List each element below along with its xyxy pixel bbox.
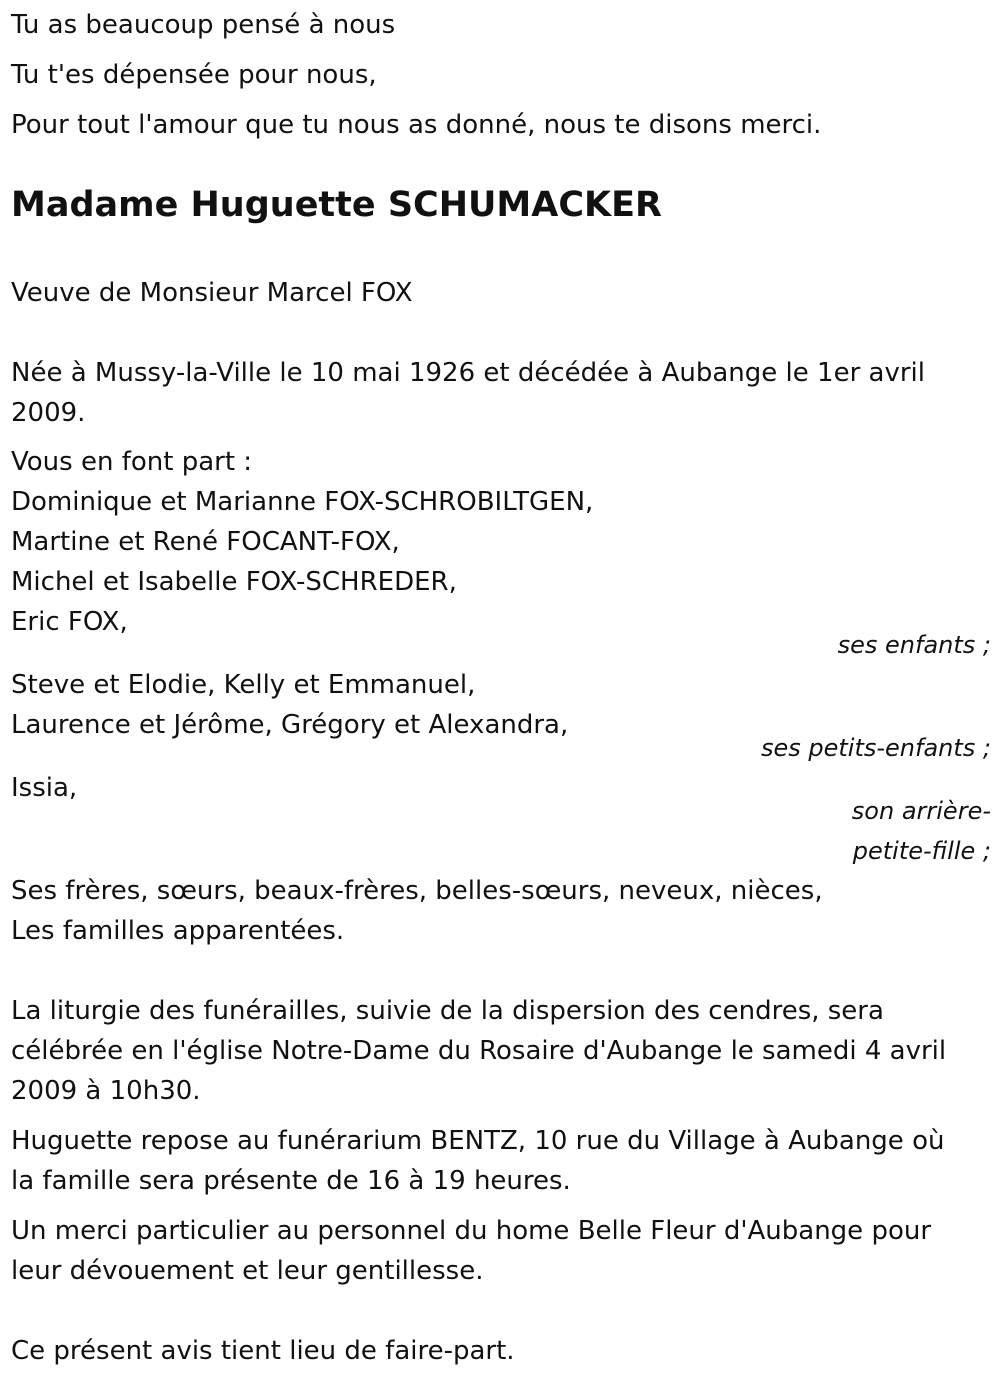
others-line-2: Les familles apparentées.: [11, 916, 345, 946]
child-line: Martine et René FOCANT-FOX,: [11, 527, 400, 557]
grandchild-line: Steve et Elodie, Kelly et Emmanuel,: [11, 670, 476, 700]
repose-line-1: Huguette repose au funérarium BENTZ, 10 rue du Village à Aubange où: [11, 1126, 945, 1156]
thanks-line-1: Un merci particulier au personnel du home Belle Fleur d'Aubange pour: [11, 1216, 932, 1246]
birth-death-line-2: 2009.: [11, 398, 86, 428]
repose-line-2: la famille sera présente de 16 à 19 heures.: [11, 1166, 571, 1196]
child-line: Dominique et Marianne FOX-SCHROBILTGEN,: [11, 487, 594, 517]
intro-line-1: Tu as beaucoup pensé à nous: [11, 10, 396, 40]
intro-line-3: Pour tout l'amour que tu nous as donné, nous te disons merci.: [11, 110, 822, 140]
liturgy-line-3: 2009 à 10h30.: [11, 1076, 201, 1106]
deceased-name: Madame Huguette SCHUMACKER: [11, 185, 663, 225]
child-line: Michel et Isabelle FOX-SCHREDER,: [11, 567, 457, 597]
others-line-1: Ses frères, sœurs, beaux-frères, belles-sœurs, neveux, nièces,: [11, 876, 823, 906]
children-role: ses enfants ;: [837, 631, 991, 659]
widow-of: Veuve de Monsieur Marcel FOX: [11, 278, 413, 308]
thanks-line-2: leur dévouement et leur gentillesse.: [11, 1256, 484, 1286]
grandchild-line: Laurence et Jérôme, Grégory et Alexandra,: [11, 710, 569, 740]
closing-statement: Ce présent avis tient lieu de faire-part.: [11, 1336, 515, 1366]
child-line: Eric FOX,: [11, 607, 128, 637]
great-grandchild: Issia,: [11, 773, 78, 803]
birth-death-line-1: Née à Mussy-la-Ville le 10 mai 1926 et décédée à Aubange le 1er avril: [11, 358, 925, 388]
liturgy-line-1: La liturgie des funérailles, suivie de la dispersion des cendres, sera: [11, 996, 884, 1026]
intro-line-2: Tu t'es dépensée pour nous,: [11, 60, 377, 90]
liturgy-line-2: célébrée en l'église Notre-Dame du Rosaire d'Aubange le samedi 4 avril: [11, 1036, 947, 1066]
great-grandchild-role-line-1: son arrière-: [851, 797, 991, 825]
announcers-intro: Vous en font part :: [11, 447, 253, 477]
grandchildren-role: ses petits-enfants ;: [760, 734, 991, 762]
great-grandchild-role-line-2: petite-fille ;: [852, 837, 991, 865]
